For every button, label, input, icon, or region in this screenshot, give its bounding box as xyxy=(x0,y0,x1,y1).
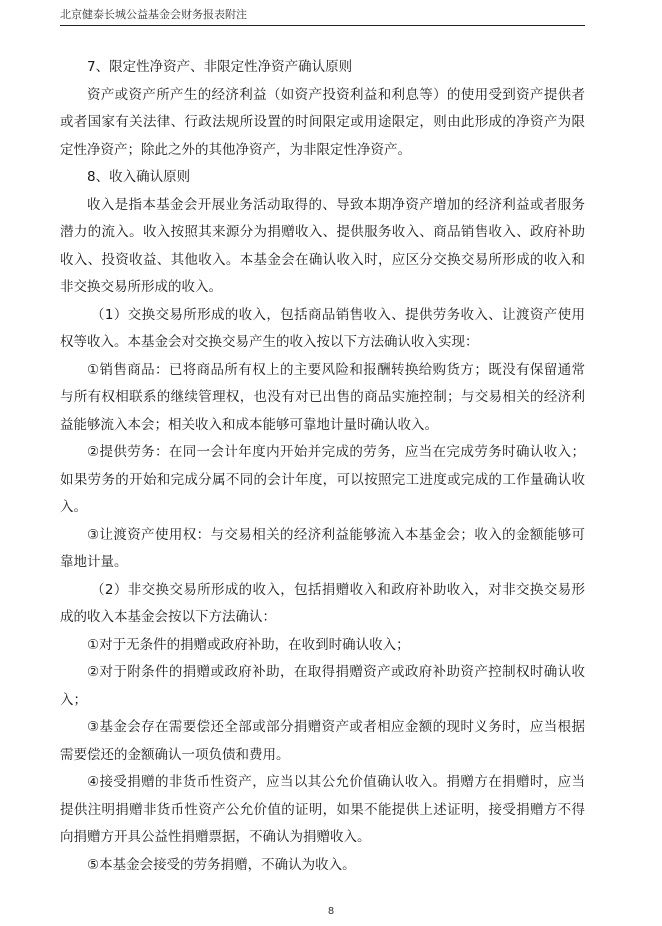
section-7-paragraph: 资产或资产所产生的经济利益（如资产投资利益和利息等）的使用受到资产提供者或者国家有关法律、行政法规所设置的时间限定或用途限定，则由此形成的净资产为限定性净资产；除此之外的其他净资产，为非限定性净资产。 xyxy=(60,86,585,158)
page-number: 8 xyxy=(327,906,335,917)
nonexchange-item-unconditional: ①对于无条件的捐赠或政府补助，在收到时确认收入； xyxy=(87,636,410,653)
nonexchange-revenue-intro: （2）非交换交易所形成的收入，包括捐赠收入和政府补助收入，对非交换交易形成的收入本基金会按以下方法确认： xyxy=(60,581,585,625)
page-body xyxy=(60,54,585,879)
section-8-heading: 8、收入确认原则 xyxy=(87,169,191,185)
exchange-item-asset-use: ③让渡资产使用权：与交易相关的经济利益能够流入本基金会；收入的金额能够可靠地计量。 xyxy=(60,526,585,570)
section-8-paragraph: 收入是指本基金会开展业务活动取得的、导致本期净资产增加的经济利益或者服务潜力的流入。收入按照其来源分为捐赠收入、提供服务收入、商品销售收入、政府补助收入、投资收益、其他收入。本基金会在确认收入时，应区分交换交易所形成的收入和非交换交易所形成的收入。 xyxy=(60,196,585,295)
section-7-heading: 7、限定性净资产、非限定性净资产确认原则 xyxy=(87,59,353,75)
exchange-revenue-intro: （1）交换交易所形成的收入，包括商品销售收入、提供劳务收入、让渡资产使用权等收入。本基金会对交换交易产生的收入按以下方法确认收入实现： xyxy=(60,306,585,350)
running-header: 北京健泰长城公益基金会财务报表附注 xyxy=(60,8,585,26)
nonexchange-item-obligation: ③基金会存在需要偿还全部或部分捐赠资产或者相应金额的现时义务时，应当根据需要偿还的金额确认一项负债和费用。 xyxy=(60,719,585,763)
exchange-item-sales: ①销售商品：已将商品所有权上的主要风险和报酬转换给购货方；既没有保留通常与所有权相联系的继续管理权，也没有对已出售的商品实施控制；与交易相关的经济利益能够流入本会；相关收入和成本能够可靠地计量时确认收入。 xyxy=(60,361,585,433)
nonexchange-item-noncash: ④接受捐赠的非货币性资产，应当以其公允价值确认收入。捐赠方在捐赠时，应当提供注明捐赠非货币性资产公允价值的证明，如果不能提供上述证明，接受捐赠方不得向捐赠方开具公益性捐赠票据，不确认为捐赠收入。 xyxy=(60,774,585,845)
exchange-item-services: ②提供劳务：在同一会计年度内开始并完成的劳务，应当在完成劳务时确认收入；如果劳务的开始和完成分属不同的会计年度，可以按照完工进度或完成的工作量确认收入。 xyxy=(60,444,585,515)
nonexchange-item-conditional: ②对于附条件的捐赠或政府补助，在取得捐赠资产或政府补助资产控制权时确认收入； xyxy=(60,664,585,708)
nonexchange-item-labor: ⑤本基金会接受的劳务捐赠，不确认为收入。 xyxy=(87,856,356,873)
